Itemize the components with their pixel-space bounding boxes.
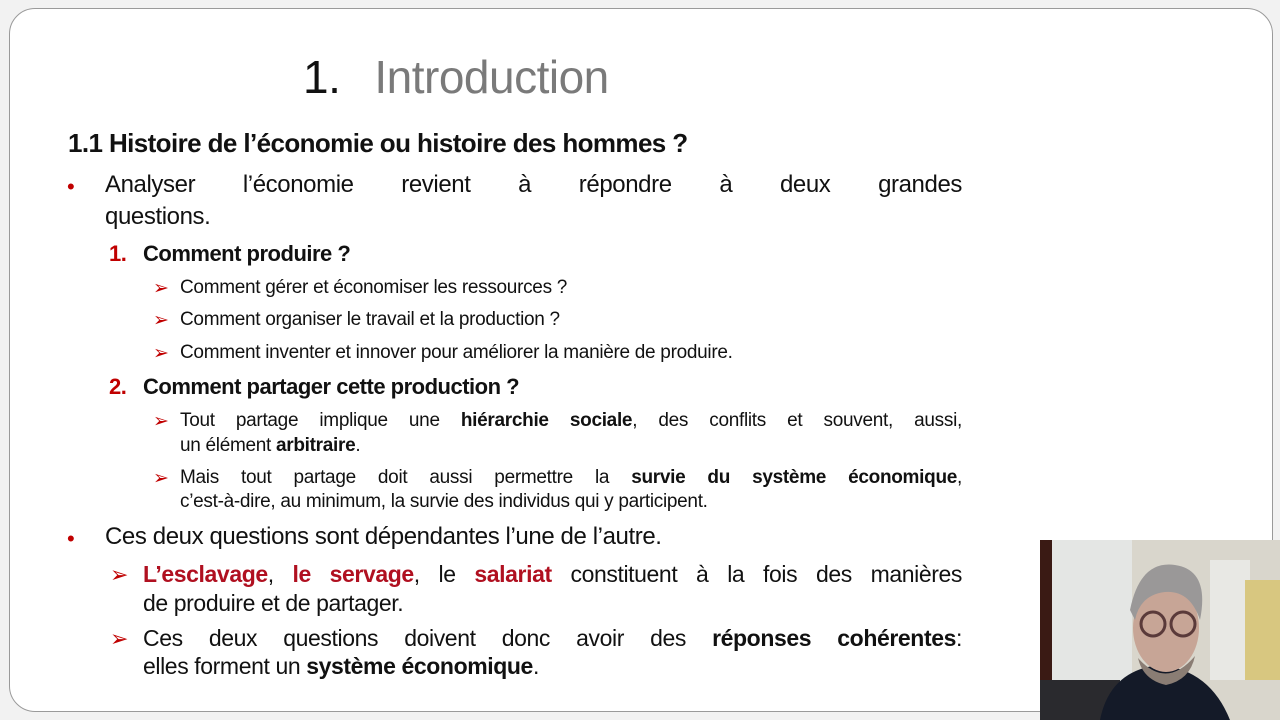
section-heading: 1.1 Histoire de l’économie ou histoire des hommes ? [68, 128, 688, 158]
text: . [532, 653, 539, 679]
text: un élément [180, 435, 276, 456]
arrow-icon: ➢ [153, 343, 169, 364]
arrow-icon: ➢ [153, 468, 169, 489]
bold-text: arbitraire [276, 435, 356, 456]
slide-title [303, 50, 609, 104]
text: , [267, 561, 293, 587]
title-text: Introduction [374, 51, 609, 103]
arrow-icon: ➢ [153, 310, 169, 331]
q1-item: Comment organiser le travail et la production ? [180, 309, 560, 330]
highlight-esclavage: L’esclavage [143, 561, 268, 587]
highlight-salariat: salariat [474, 561, 552, 587]
arrow-icon: ➢ [110, 562, 129, 587]
q1-item: Comment gérer et économiser les ressources ? [180, 277, 568, 298]
bullet2: Ces deux questions sont dépendantes l’une de l’autre. [105, 523, 662, 550]
q2-number: 2. [109, 374, 127, 399]
highlight-servage: le servage [292, 561, 414, 587]
bullet-icon: • [67, 526, 75, 551]
presenter-image [1040, 540, 1280, 720]
q2-item2-line2: c’est-à-dire, au minimum, la survie des individus qui y participent. [180, 491, 708, 512]
text: constituent à la fois des manières [551, 561, 962, 587]
q1-item: Comment inventer et innover pour améliorer la manière de produire. [180, 342, 733, 363]
text: . [355, 435, 361, 456]
text: , [957, 467, 962, 488]
bold-text: survie du système économique [631, 467, 958, 488]
title-number: 1. [303, 51, 341, 103]
bold-text: système économique [306, 653, 533, 679]
q1-label: Comment produire ? [143, 241, 351, 266]
bullet-icon: • [67, 174, 75, 199]
sub2-line2 [143, 653, 539, 680]
webcam-video [1040, 540, 1280, 720]
bold-text: réponses cohérentes [712, 625, 956, 651]
text: Ces deux questions doivent donc avoir des [143, 625, 713, 651]
q2-item1-line1 [180, 410, 962, 432]
bullet1-line2: questions. [105, 203, 211, 230]
text: : [956, 625, 962, 651]
text: elles forment un [143, 653, 307, 679]
q2-item1-line2 [180, 435, 360, 457]
bold-text: hiérarchie sociale [460, 410, 633, 431]
q1-number: 1. [109, 241, 127, 266]
arrow-icon: ➢ [110, 626, 129, 651]
arrow-icon: ➢ [153, 411, 169, 432]
text: Mais tout partage doit aussi permettre la [180, 467, 632, 488]
text: Tout partage implique une [180, 410, 461, 431]
arrow-icon: ➢ [153, 278, 169, 299]
sub1-line2: de produire et de partager. [143, 590, 404, 616]
sub1-line1 [143, 561, 962, 588]
q2-label: Comment partager cette production ? [143, 374, 520, 399]
text: , le [413, 561, 475, 587]
sub2-line1 [143, 625, 962, 652]
q2-item2-line1 [180, 467, 962, 489]
text: , des conflits et souvent, aussi, [632, 410, 962, 431]
bullet1-line1: Analyser l’économie revient à répondre à deux grandes [105, 171, 962, 198]
